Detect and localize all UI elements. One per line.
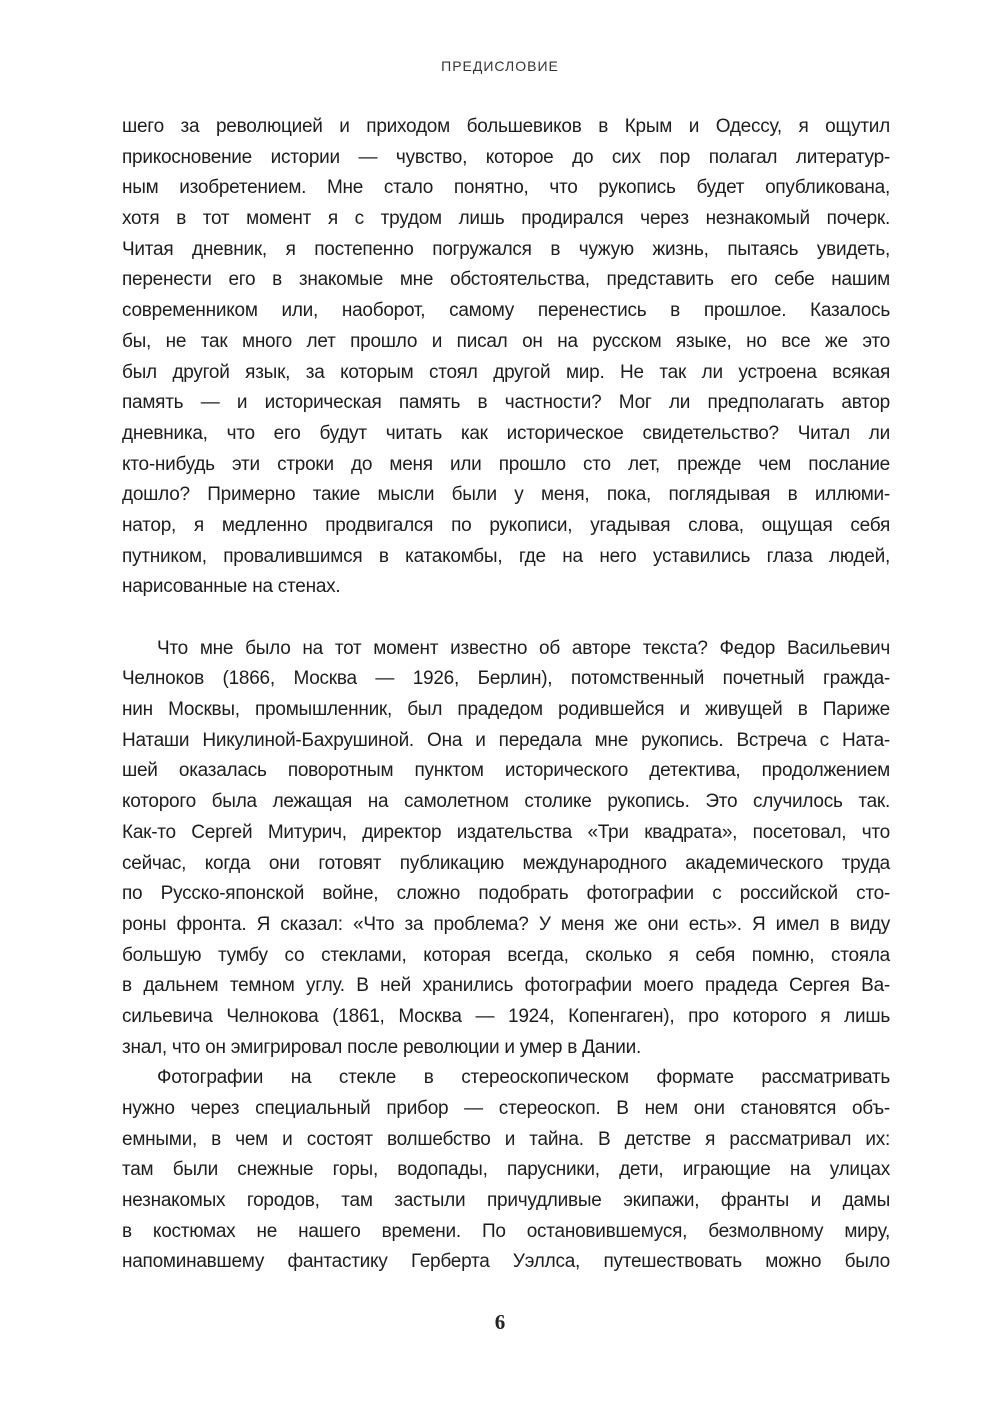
text-line: перенести его в знакомые мне обстоятельства, представить его себе нашим bbox=[122, 269, 890, 291]
text-line: натор, я медленно продвигался по рукописи, угадывая слова, ощущая себя bbox=[122, 514, 890, 536]
text-line: нужно через специальный прибор — стереоскоп. В нем они становятся объ- bbox=[122, 1098, 890, 1119]
text-line: большую тумбу со стеклами, которая всегда, сколько я себя помню, стояла bbox=[122, 944, 890, 966]
text-line: напоминавшему фантастику Герберта Уэллса, путешествовать можно было bbox=[122, 1251, 890, 1273]
text-line: Читая дневник, я постепенно погружался в чужую жизнь, пытаясь увидеть, bbox=[122, 238, 890, 260]
text-line: в костюмах не нашего времени. По остановившемуся, безмолвному миру, bbox=[122, 1220, 890, 1242]
text-line: прикосновение истории — чувство, которое до сих пор полагал литератур- bbox=[122, 146, 890, 168]
body-text bbox=[122, 112, 890, 1278]
text-line: Что мне было на тот момент известно об авторе текста? Федор Васильевич bbox=[157, 637, 890, 659]
text-line: сильевича Челнокова (1861, Москва — 1924, Копенгаген), про которого я лишь bbox=[122, 1005, 890, 1027]
text-line: роны фронта. Я сказал: «Что за проблема? У меня же они есть». Я имел в виду bbox=[122, 913, 890, 935]
text-line: там были снежные горы, водопады, парусники, дети, играющие на улицах bbox=[122, 1159, 890, 1181]
text-line: емными, в чем и состоят волшебство и тайна. В детстве я рассматривал их: bbox=[122, 1128, 890, 1150]
text-line: Как-то Сергей Митурич, директор издательства «Три квадрата», посетовал, что bbox=[122, 821, 890, 843]
text-line: по Русско-японской войне, сложно подобрать фотографии с российской сто- bbox=[122, 883, 890, 905]
text-line: знал, что он эмигрировал после революции и умер в Дании. bbox=[122, 1036, 642, 1058]
text-line: в дальнем темном углу. В ней хранились фотографии моего прадеда Сергея Ва- bbox=[122, 975, 890, 997]
text-line: нарисованные на стенах. bbox=[122, 576, 341, 598]
text-line: путником, провалившимся в катакомбы, где на него уставились глаза людей, bbox=[122, 545, 890, 567]
text-line: современником или, наоборот, самому перенестись в прошлое. Казалось bbox=[122, 300, 890, 322]
text-line: шего за революцией и приходом большевиков в Крым и Одессу, я ощутил bbox=[122, 116, 890, 137]
paragraph bbox=[122, 634, 890, 1064]
text-line: сейчас, когда они готовят публикацию международного академического труда bbox=[122, 852, 890, 874]
text-line: шей оказалась поворотным пунктом исторического детектива, продолжением bbox=[122, 760, 890, 782]
text-line: которого была лежащая на самолетном столике рукопись. Это случилось так. bbox=[122, 791, 890, 813]
paragraph bbox=[122, 112, 890, 603]
text-line: был другой язык, за которым стоял другой мир. Не так ли устроена всякая bbox=[122, 361, 890, 383]
text-line: бы, не так много лет прошло и писал он на русском языке, но все же это bbox=[122, 330, 890, 352]
text-line: Фотографии на стекле в стереоскопическом формате рассматривать bbox=[157, 1067, 890, 1089]
text-line: дошло? Примерно такие мысли были у меня, пока, поглядывая в иллюми- bbox=[122, 484, 890, 506]
text-line: нин Москвы, промышленник, был прадедом родившейся и живущей в Париже bbox=[122, 699, 890, 721]
text-line: Наташи Никулиной-Бахрушиной. Она и передала мне рукопись. Встреча с Ната- bbox=[122, 729, 890, 751]
page-number: 6 bbox=[494, 1310, 506, 1334]
text-line: Челноков (1866, Москва — 1926, Берлин), потомственный почетный гражда- bbox=[122, 668, 890, 690]
text-line: память — и историческая память в частности? Мог ли предполагать автор bbox=[122, 392, 890, 414]
text-line: незнакомых городов, там застыли причудливые экипажи, франты и дамы bbox=[122, 1190, 890, 1212]
text-line: кто-нибудь эти строки до меня или прошло сто лет, прежде чем послание bbox=[122, 453, 890, 475]
text-line: ным изобретением. Мне стало понятно, что рукопись будет опубликована, bbox=[122, 177, 890, 199]
paragraph bbox=[122, 1063, 890, 1278]
text-line: дневника, что его будут читать как историческое свидетельство? Читал ли bbox=[122, 422, 890, 444]
running-header-title: ПРЕДИСЛОВИЕ bbox=[441, 58, 559, 74]
text-line: хотя в тот момент я с трудом лишь продирался через незнакомый почерк. bbox=[122, 208, 890, 230]
